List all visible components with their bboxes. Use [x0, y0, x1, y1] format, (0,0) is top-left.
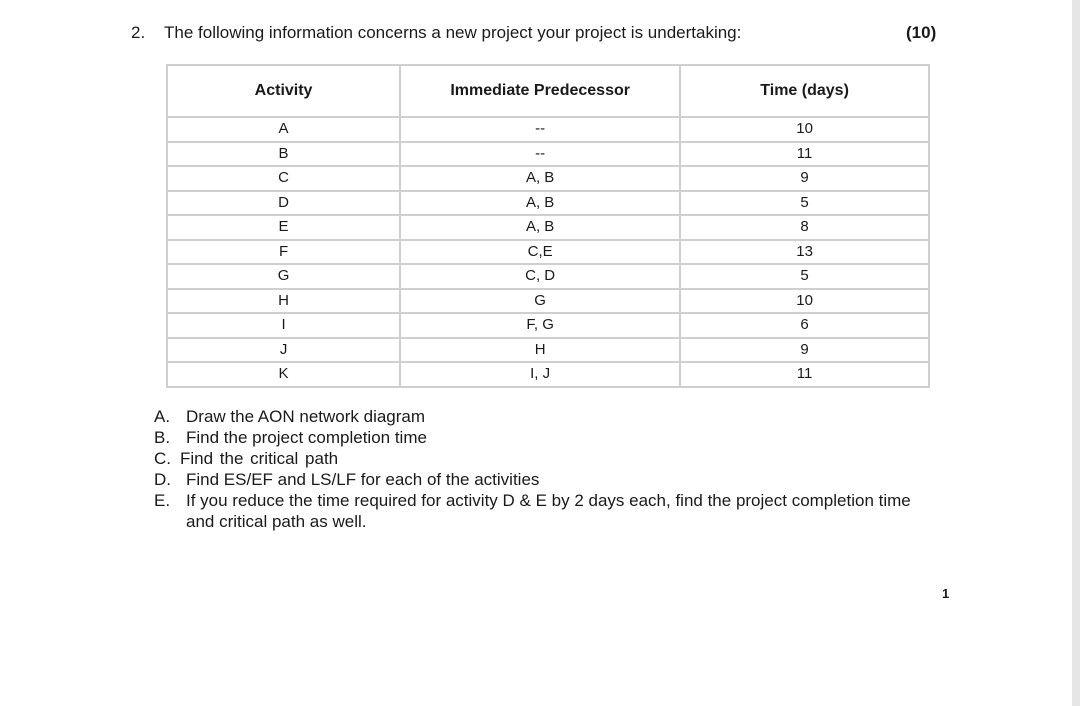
task-letter: D. [154, 470, 171, 489]
cell-time: 10 [680, 289, 929, 314]
task-text: Draw the AON network diagram [186, 407, 426, 426]
task-text: If you reduce the time required for activity D & E by 2 days each, find the project completion time and critical path as well. [186, 491, 911, 531]
table-row [167, 338, 929, 363]
task-item [154, 427, 931, 448]
cell-time: 11 [680, 362, 929, 387]
cell-activity: G [167, 264, 400, 289]
cell-time: 9 [680, 166, 929, 191]
cell-predecessor: -- [400, 117, 680, 142]
header-time: Time (days) [680, 65, 929, 117]
page-number: 1 [942, 586, 950, 601]
table-header-row [167, 65, 929, 117]
question-text: The following information concerns a new project your project is undertaking: [164, 23, 742, 42]
cell-predecessor: F, G [400, 313, 680, 338]
cell-activity: B [167, 142, 400, 167]
cell-time: 10 [680, 117, 929, 142]
cell-activity: I [167, 313, 400, 338]
table-row [167, 191, 929, 216]
cell-activity: D [167, 191, 400, 216]
table-row [167, 240, 929, 265]
table-row [167, 117, 929, 142]
question-heading [131, 23, 741, 43]
cell-time: 5 [680, 191, 929, 216]
cell-predecessor: H [400, 338, 680, 363]
cell-activity: K [167, 362, 400, 387]
cell-predecessor: C, D [400, 264, 680, 289]
cell-predecessor: A, B [400, 191, 680, 216]
cell-activity: F [167, 240, 400, 265]
cell-predecessor: G [400, 289, 680, 314]
task-letter: C. [154, 449, 171, 468]
task-letter: E. [154, 491, 171, 510]
question-number: 2. [131, 23, 146, 42]
task-text: Find the critical path [180, 449, 339, 468]
table-row [167, 289, 929, 314]
task-item [154, 469, 931, 490]
cell-time: 13 [680, 240, 929, 265]
cell-predecessor: A, B [400, 215, 680, 240]
cell-time: 11 [680, 142, 929, 167]
cell-activity: C [167, 166, 400, 191]
task-text: Find ES/EF and LS/LF for each of the activities [186, 470, 540, 489]
task-letter: A. [154, 407, 171, 426]
table-body [167, 117, 929, 387]
cell-activity: E [167, 215, 400, 240]
table-row [167, 142, 929, 167]
table-row [167, 264, 929, 289]
table-row [167, 362, 929, 387]
activity-table [166, 64, 930, 388]
table-row [167, 215, 929, 240]
cell-predecessor: C,E [400, 240, 680, 265]
cell-time: 9 [680, 338, 929, 363]
page-edge-shade [1072, 0, 1080, 706]
header-activity: Activity [167, 65, 400, 117]
question-marks: (10) [906, 23, 937, 42]
cell-activity: H [167, 289, 400, 314]
cell-time: 8 [680, 215, 929, 240]
cell-activity: J [167, 338, 400, 363]
cell-activity: A [167, 117, 400, 142]
task-item [154, 448, 931, 469]
cell-predecessor: A, B [400, 166, 680, 191]
task-list [154, 406, 931, 532]
cell-predecessor: I, J [400, 362, 680, 387]
task-letter: B. [154, 428, 171, 447]
task-text: Find the project completion time [186, 428, 427, 447]
task-item [154, 406, 931, 427]
task-item [154, 490, 931, 532]
table-row [167, 166, 929, 191]
cell-time: 6 [680, 313, 929, 338]
header-predecessor: Immediate Predecessor [400, 65, 680, 117]
table-row [167, 313, 929, 338]
cell-predecessor: -- [400, 142, 680, 167]
cell-time: 5 [680, 264, 929, 289]
